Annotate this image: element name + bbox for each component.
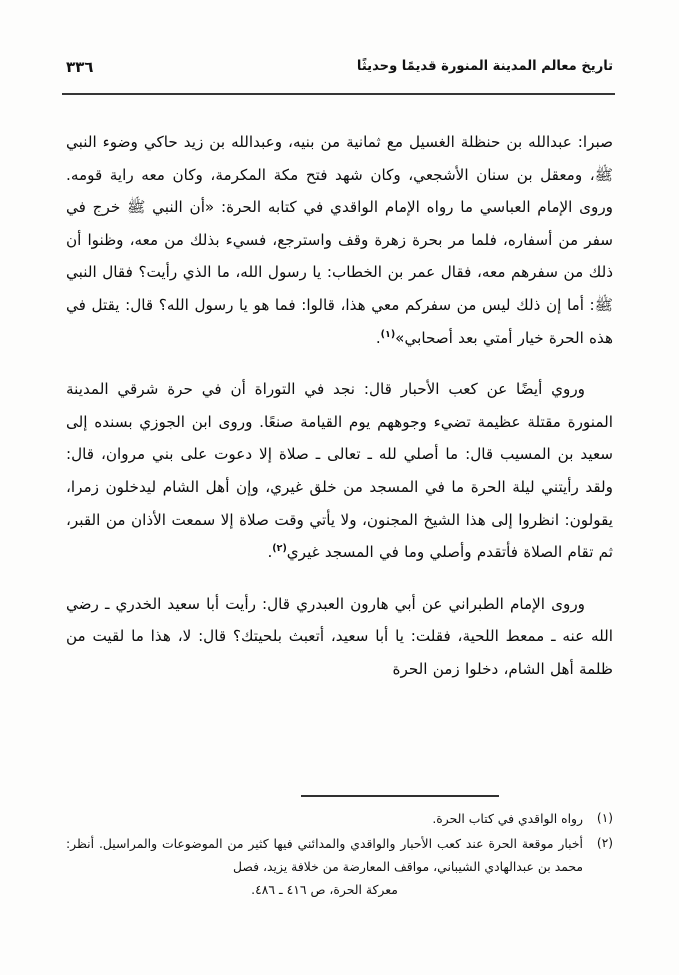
footnote-text: رواه الواقدي في كتاب الحرة. bbox=[432, 811, 583, 826]
footnote-ref-1[interactable]: (١) bbox=[380, 328, 396, 340]
footnote-text bbox=[66, 832, 583, 901]
running-head bbox=[66, 58, 613, 92]
running-head-title: تاريخ معالم المدينة المنورة قديمًا وحديثًا bbox=[356, 58, 613, 74]
footnote-marker: (٢) bbox=[596, 836, 613, 850]
body-text bbox=[66, 126, 613, 705]
paragraph-1 bbox=[66, 126, 613, 354]
footnote-ref-2[interactable]: (٢) bbox=[272, 543, 287, 555]
footnote-item bbox=[66, 832, 613, 901]
paragraph-2-text: وروي أيضًا عن كعب الأحبار قال: نجد في التوراة أن في حرة شرقي المدينة المنورة مقتلة عظيمة تضيء وجوههم يوم القيامة صنعًا. وروى ابن الجوزي بسنده إلى سعيد بن المسيب قال: ما أصلي لله ـ تعالى ـ صلاة إلا دعوت على بني مروان، قال: ولقد رأيتني ليلة الحرة ما في المسجد من خلق غيري، وإن أهل الشام ليدخلون زمرا، يقولون: انظروا إلى هذا الشيخ المجنون، ولا يأتي وقت صلاة إلا سمعت الأذان من القبر، ثم تقام الصلاة فأتقدم وأصلي وما في المسجد غيري bbox=[66, 380, 613, 562]
footnote-divider bbox=[301, 795, 499, 797]
footnote-marker: (١) bbox=[596, 811, 613, 825]
footnote-text-main: أخبار موقعة الحرة عند كعب الأحبار والواقدي والمدائني فيها كثير من الموضوعات والمراسيل. أنظر: محمد بن عبدالهادي الشيباني، مواقف المعارضة من خلافة يزيد، فصل bbox=[66, 836, 583, 874]
footnote-item bbox=[66, 807, 613, 830]
footnote-list bbox=[66, 807, 613, 903]
paragraph-2-trailing: . bbox=[267, 543, 273, 562]
paragraph-3 bbox=[66, 588, 613, 686]
footnote-text-tail: معركة الحرة، ص ٤١٦ ـ ٤٨٦. bbox=[251, 882, 398, 897]
page-number: ٣٣٦ bbox=[66, 58, 94, 76]
paragraph-3-text: وروى الإمام الطبراني عن أبي هارون العبدري قال: رأيت أبا سعيد الخدري ـ رضي الله عنه ـ ممعط اللحية، فقلت: يا أبا سعيد، أتعبث بلحيتك؟ قال: لا، هذا ما لقيت من ظلمة أهل الشام، دخلوا زمن الحرة bbox=[66, 594, 613, 678]
paragraph-1-trailing: . bbox=[375, 328, 381, 347]
paragraph-1-text: صبرا: عبدالله بن حنظلة الغسيل مع ثمانية من بنيه، وعبدالله بن زيد حاكي وضوء النبي ﷺ، ومعقل بن سنان الأشجعي، وكان شهد فتح مكة المكرمة، وكان معه راية قومه. وروى الإمام العباسي ما رواه الإمام الواقدي في كتابه الحرة: «أن النبي ﷺ خرج في سفر من أسفاره، فلما مر بحرة زهرة وقف واسترجع، فسيء بذلك من معه، وظنوا أن ذلك من سفرهم معه، فقال عمر بن الخطاب: يا رسول الله، ما الذي رأيت؟ فقال النبي ﷺ: أما إن ذلك ليس من سفركم معي هذا، قالوا: فما هو يا رسول الله؟ قال: يقتل في هذه الحرة خيار أمتي بعد أصحابي» bbox=[66, 133, 613, 347]
header-divider bbox=[62, 93, 615, 95]
paragraph-2 bbox=[66, 373, 613, 569]
